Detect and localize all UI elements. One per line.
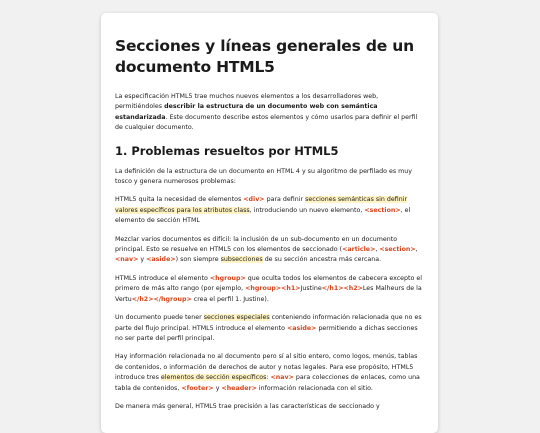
text: crea el perfil 1. Justine). bbox=[191, 295, 269, 303]
text: Les Malheurs de la Vertu bbox=[115, 285, 422, 303]
code-aside: <aside> bbox=[286, 324, 317, 332]
text: de su sección ancestra más cercana. bbox=[262, 256, 382, 264]
text: Justine bbox=[300, 285, 322, 293]
highlight-link[interactable]: secciones especiales bbox=[203, 314, 270, 322]
text: Hay información relacionada no al documento pero sí al sitio entero, como logos, menús, tablas de contenidos, o información de derechos de autor y notas legales. Para ese propósito, HTML5 introduce tres bbox=[115, 353, 418, 382]
paragraph-7: De manera más general, HTML5 trae precisión a las características de seccionado y bbox=[115, 402, 380, 410]
code-hgroup-h1: <hgroup><h1> bbox=[245, 285, 301, 293]
text: permitiendo a dichas secciones no ser parte del perfil principal. bbox=[115, 324, 418, 342]
section-heading: 1. Problemas resueltos por HTML5 bbox=[115, 143, 339, 158]
text: y bbox=[138, 256, 147, 264]
paragraph-2 bbox=[115, 195, 426, 226]
text: ) son siempre bbox=[175, 256, 221, 264]
code-nav: <nav> bbox=[115, 256, 139, 264]
code-h1-h2: </h1><h2> bbox=[321, 285, 363, 293]
highlight-link[interactable]: secciones semánticas sin definir valores específicos para los atributos class bbox=[115, 196, 408, 214]
text: que oculta todos los elementos de cabecera excepto el primero de más alto rango (por ejemplo, bbox=[115, 274, 422, 293]
text: , bbox=[415, 246, 418, 254]
text: para colecciones de enlaces, como una tabla de contenidos, bbox=[115, 374, 420, 392]
text: información relacionada con el sitio. bbox=[256, 384, 373, 392]
intro-paragraph bbox=[115, 92, 426, 134]
article-card bbox=[101, 13, 438, 433]
intro-emphasis: describir la estructura de un documento web con semántica estandarizada bbox=[115, 103, 378, 121]
code-article: <article> bbox=[342, 246, 376, 254]
text: para definir bbox=[264, 196, 306, 204]
paragraph-5 bbox=[115, 313, 426, 344]
text: . Este documento describe estos elementos y cómo usarlos para definir el perfil de cualquier documento. bbox=[115, 113, 418, 132]
text: , introduciendo un nuevo elemento, bbox=[249, 206, 365, 214]
highlight-link[interactable]: elementos de sección específicos bbox=[160, 374, 267, 382]
code-section: <section> bbox=[364, 206, 401, 214]
text: , bbox=[375, 246, 380, 254]
paragraph-3 bbox=[115, 235, 426, 266]
text: Un documento puede tener bbox=[115, 314, 204, 322]
code-footer: <footer> bbox=[181, 384, 214, 392]
text: conteniendo información relacionada que no es parte del flujo principal. HTML5 introduce el elemento bbox=[115, 314, 422, 332]
code-hgroup: <hgroup> bbox=[209, 274, 246, 282]
text: HTML5 introduce el elemento bbox=[115, 274, 210, 282]
text: : bbox=[266, 374, 271, 382]
code-header: <header> bbox=[221, 384, 257, 392]
text: La especificación HTML5 trae muchos nuevos elementos a los desarrolladores web, permitiéndoles bbox=[115, 93, 379, 111]
paragraph-4 bbox=[115, 274, 426, 305]
paragraph-1: La definición de la estructura de un documento en HTML 4 y su algoritmo de perfilado es muy tosco y genera numerosos problemas: bbox=[115, 167, 412, 186]
code-div: <div> bbox=[243, 196, 265, 204]
text: Mezclar varios documentos es difícil: la inclusión de un sub-documento en un documento principal. Esto se resuelve en HTML5 con los elementos de seccionado ( bbox=[115, 235, 398, 254]
code-aside: <aside> bbox=[146, 256, 176, 264]
text: y bbox=[213, 384, 222, 392]
code-h2-hgroup: </h2></hgroup> bbox=[131, 295, 192, 303]
text: HTML5 quita la necesidad de elementos bbox=[115, 196, 244, 204]
article-title: Secciones y líneas generales de un documento HTML5 bbox=[115, 37, 414, 76]
code-section: <section> bbox=[379, 246, 416, 254]
highlight-link[interactable]: subsecciones bbox=[220, 256, 263, 264]
text: , el elemento de sección HTML bbox=[115, 206, 411, 225]
code-nav: <nav> bbox=[270, 374, 294, 382]
paragraph-6 bbox=[115, 352, 426, 394]
